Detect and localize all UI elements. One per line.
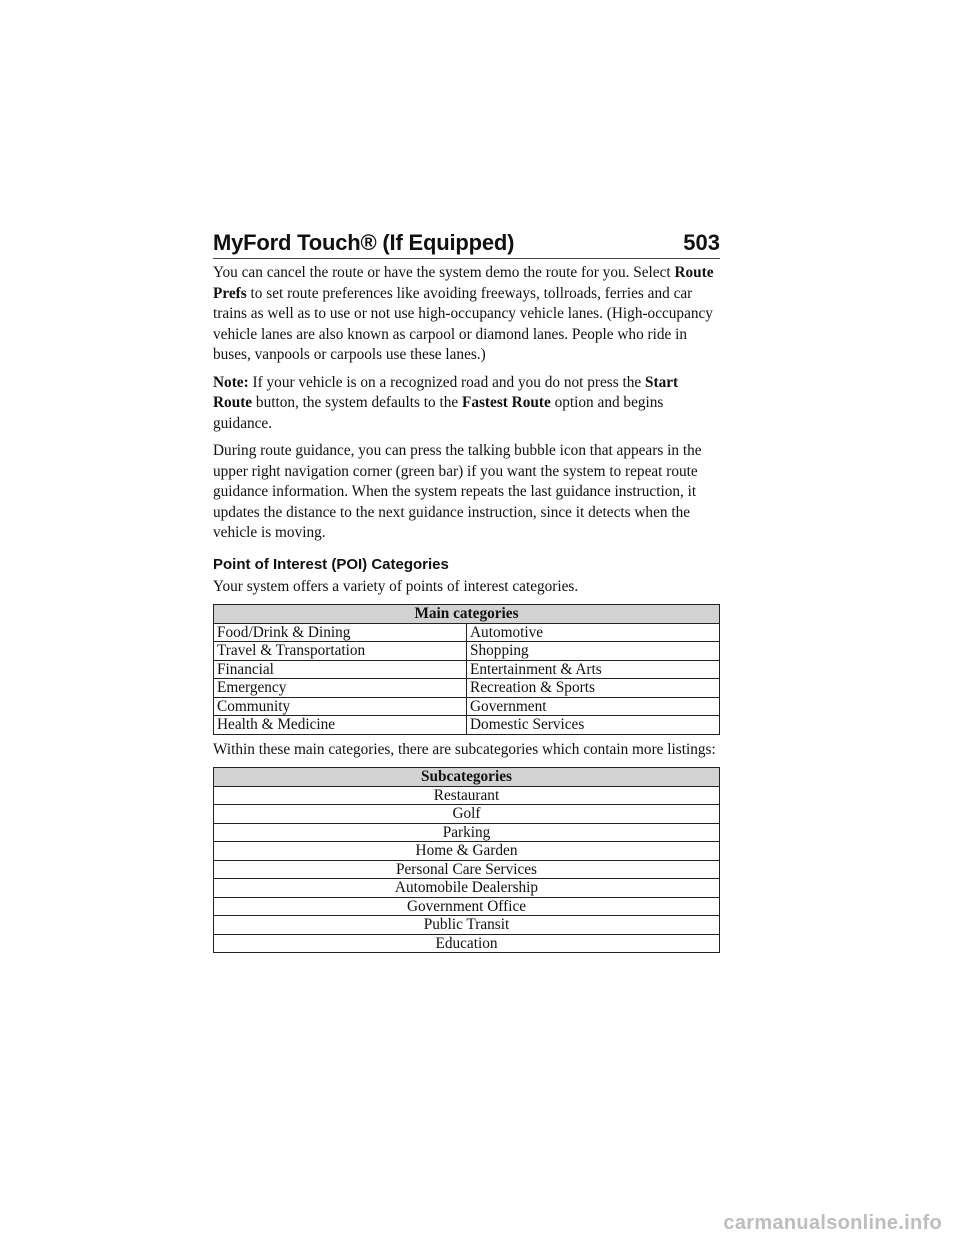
fastest-route-term: Fastest Route xyxy=(461,394,551,411)
table-cell: Automotive xyxy=(467,623,720,642)
table-row xyxy=(214,697,720,716)
poi-intro: Your system offers a variety of points of interest categories. xyxy=(213,577,579,595)
note-label: Note: xyxy=(213,373,249,391)
note-paragraph xyxy=(213,373,720,435)
guidance-paragraph: During route guidance, you can press the talking bubble icon that appears in the upper right navigation corner (green bar) if you want the system to repeat route guidance information. When the system repeats the last guidance instruction, it updates the distance to the next guidance instruction, since it detects when the vehicle is moving. xyxy=(213,442,702,541)
page-content xyxy=(213,263,720,958)
route-prefs-term: Route Prefs xyxy=(213,264,714,302)
table-cell: Government xyxy=(467,697,720,716)
table-cell: Recreation & Sports xyxy=(467,679,720,698)
text-run: You can cancel the route or have the system demo the route for you. Select xyxy=(213,264,675,281)
text-run: to set route preferences like avoiding freeways, tollroads, ferries and car trains as well as to use or not use high-occupancy vehicle lanes. (High-occupancy vehicle lanes are also known as carpool or diamond lanes. People who ride in buses, vanpools or carpools use these lanes.) xyxy=(213,284,713,363)
main-categories-table xyxy=(213,604,720,735)
table-row xyxy=(214,897,720,916)
table-cell: Education xyxy=(214,934,720,953)
table-row xyxy=(214,716,720,735)
table-cell: Travel & Transportation xyxy=(214,642,467,661)
poi-heading: Point of Interest (POI) Categories xyxy=(213,555,449,573)
table-row xyxy=(214,786,720,805)
text-run: button, the system defaults to the xyxy=(252,394,462,411)
table-row xyxy=(214,805,720,824)
subcategories-intro: Within these main categories, there are subcategories which contain more listings: xyxy=(213,740,716,758)
start-route-term: Start Route xyxy=(213,373,679,411)
table-cell: Automobile Dealership xyxy=(214,879,720,898)
text-run: option and begins guidance. xyxy=(213,394,664,432)
table-cell: Emergency xyxy=(214,679,467,698)
subcategories-header: Subcategories xyxy=(214,768,720,787)
page-number: 503 xyxy=(683,230,720,255)
table-row xyxy=(214,623,720,642)
table-cell: Financial xyxy=(214,660,467,679)
header-title: MyFord Touch® (If Equipped) xyxy=(213,230,515,255)
table-row xyxy=(214,860,720,879)
text-run: If your vehicle is on a recognized road and you do not press the xyxy=(248,373,646,391)
table-row xyxy=(214,934,720,953)
page-header xyxy=(213,222,720,259)
table-cell: Food/Drink & Dining xyxy=(214,623,467,642)
main-categories-body xyxy=(214,623,720,734)
table-cell: Entertainment & Arts xyxy=(467,660,720,679)
table-row xyxy=(214,660,720,679)
table-cell: Parking xyxy=(214,823,720,842)
table-row xyxy=(214,879,720,898)
table-cell: Community xyxy=(214,697,467,716)
subcategories-body xyxy=(214,786,720,953)
watermark: carmanualsonline.info xyxy=(723,1212,942,1234)
table-cell: Personal Care Services xyxy=(214,860,720,879)
route-prefs-paragraph xyxy=(213,263,720,366)
table-cell: Golf xyxy=(214,805,720,824)
table-cell: Restaurant xyxy=(214,786,720,805)
table-cell: Government Office xyxy=(214,897,720,916)
table-cell: Public Transit xyxy=(214,916,720,935)
table-row xyxy=(214,842,720,861)
table-cell: Home & Garden xyxy=(214,842,720,861)
table-cell: Domestic Services xyxy=(467,716,720,735)
table-row xyxy=(214,679,720,698)
subcategories-table xyxy=(213,767,720,953)
table-cell: Shopping xyxy=(467,642,720,661)
table-row xyxy=(214,642,720,661)
main-categories-header: Main categories xyxy=(214,605,720,624)
table-row xyxy=(214,916,720,935)
table-cell: Health & Medicine xyxy=(214,716,467,735)
table-row xyxy=(214,823,720,842)
